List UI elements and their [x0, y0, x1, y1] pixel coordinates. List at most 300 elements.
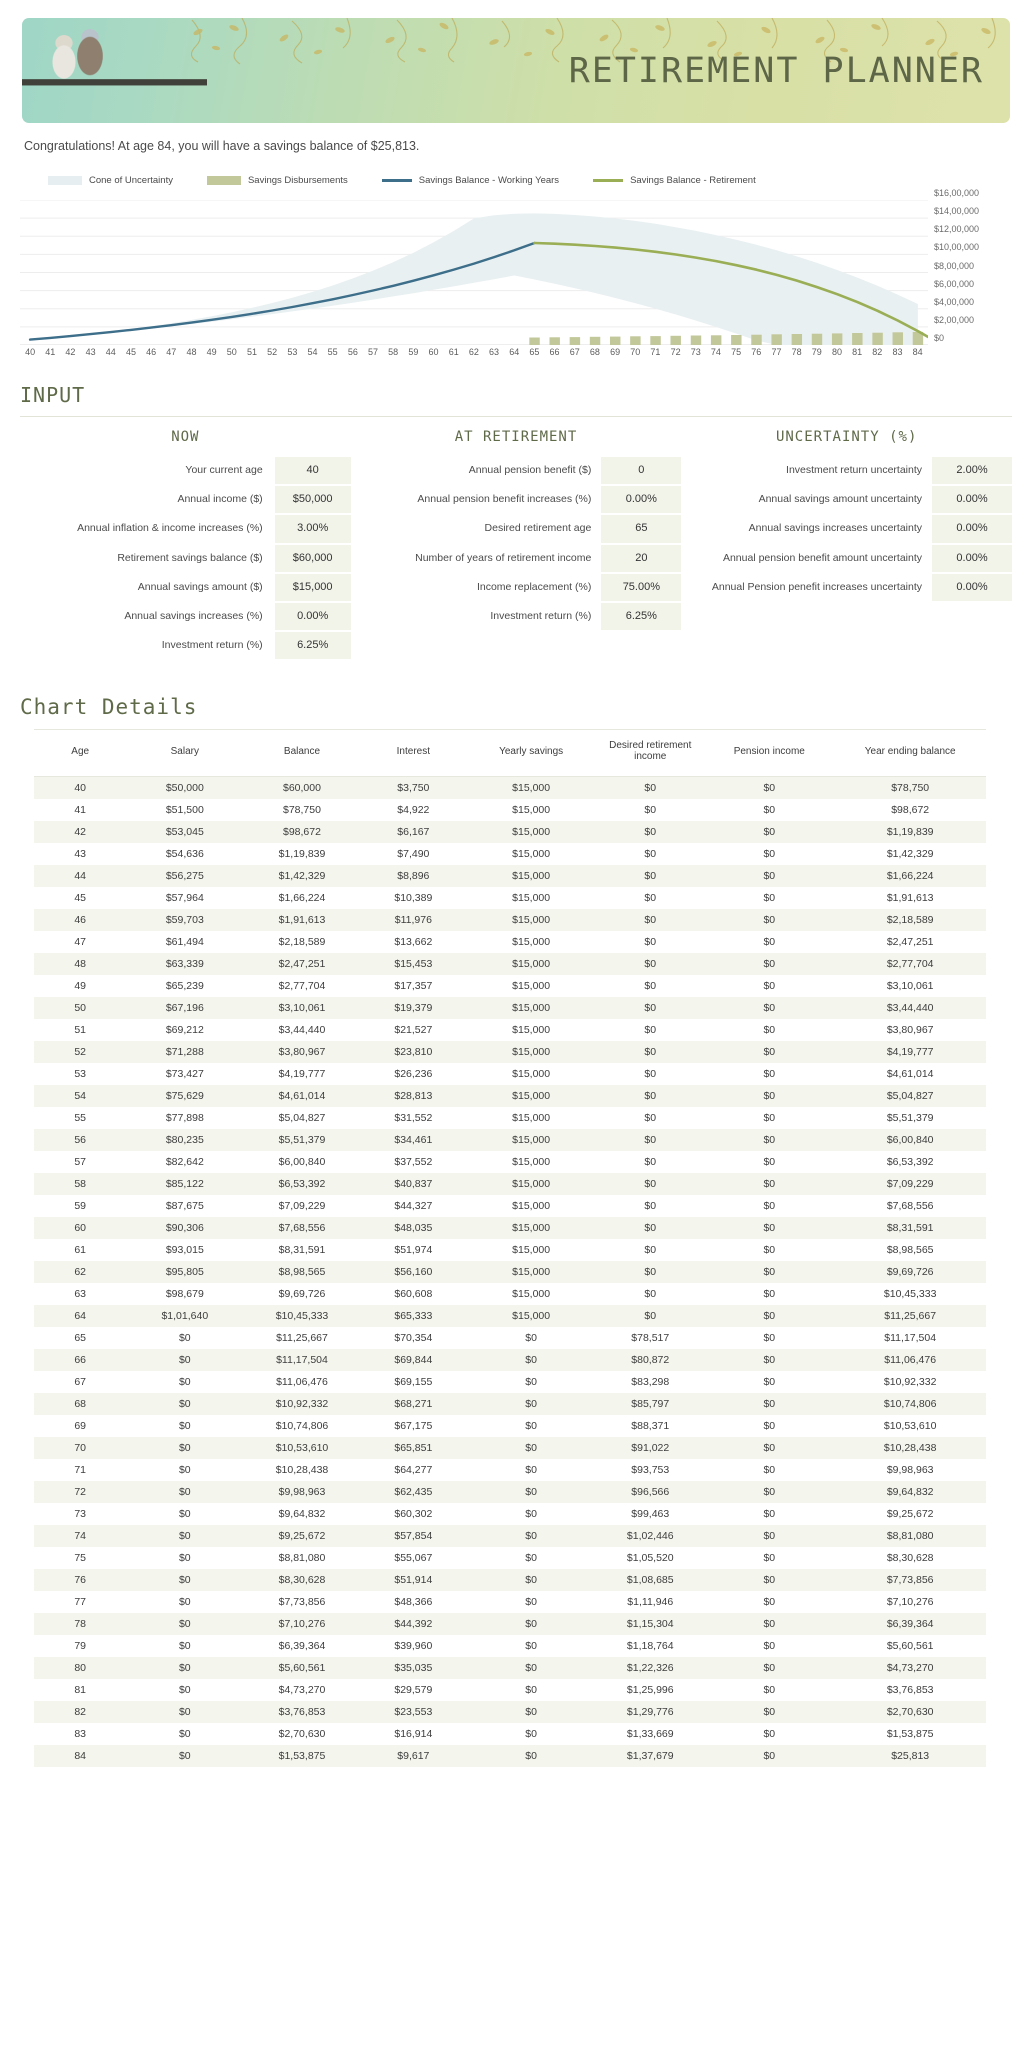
x-axis-tick-label: 52 — [267, 347, 278, 357]
table-cell: $8,31,591 — [278, 1244, 326, 1257]
column-header-interest: Interest — [361, 730, 466, 777]
table-cell: $2,47,251 — [278, 958, 326, 971]
table-cell: $6,39,364 — [886, 1618, 934, 1631]
table-cell: $29,579 — [394, 1684, 433, 1697]
table-cell: $0 — [763, 804, 776, 817]
table-cell: $64,277 — [394, 1464, 433, 1477]
table-cell: $3,10,061 — [278, 1002, 326, 1015]
input-row-income-replacement — [351, 574, 682, 601]
column-header-pension-income: Pension income — [704, 730, 834, 777]
table-cell: $7,68,556 — [886, 1200, 934, 1213]
x-axis-tick-label: 48 — [186, 347, 197, 357]
x-axis-tick-label: 70 — [630, 347, 641, 357]
table-cell: $0 — [525, 1398, 537, 1411]
x-axis-tick-label: 66 — [549, 347, 560, 357]
table-cell: $0 — [525, 1618, 537, 1631]
table-cell: $3,750 — [397, 782, 430, 795]
table-cell: 72 — [74, 1486, 87, 1499]
disbursement-bar — [650, 336, 660, 345]
table-cell: $0 — [763, 1552, 776, 1565]
table-cell: $0 — [763, 1420, 776, 1433]
table-cell: $2,77,704 — [278, 980, 326, 993]
table-cell: $0 — [763, 1002, 776, 1015]
table-cell: $2,70,630 — [278, 1728, 326, 1741]
table-cell: $15,000 — [512, 1024, 551, 1037]
input-value-income-replacement[interactable]: 75.00% — [601, 574, 681, 601]
table-row — [34, 799, 986, 821]
table-cell: $10,74,806 — [883, 1398, 937, 1411]
table-cell: $9,98,963 — [886, 1464, 934, 1477]
table-cell: $0 — [763, 826, 776, 839]
input-column-heading: NOW — [171, 429, 200, 445]
table-cell: $37,552 — [394, 1156, 433, 1169]
table-cell: $0 — [763, 782, 776, 795]
table-cell: $0 — [763, 1442, 776, 1455]
table-cell: $8,81,080 — [886, 1530, 934, 1543]
table-cell: $0 — [644, 826, 657, 839]
table-cell: $7,09,229 — [278, 1200, 326, 1213]
table-cell: 79 — [74, 1640, 87, 1653]
table-cell: $0 — [644, 1178, 657, 1191]
chart-x-axis-labels — [20, 347, 928, 357]
table-cell: 71 — [74, 1464, 87, 1477]
table-cell: $4,73,270 — [278, 1684, 326, 1697]
x-axis-tick-label: 58 — [388, 347, 399, 357]
x-axis-tick-label: 76 — [751, 347, 762, 357]
table-cell: $0 — [525, 1596, 537, 1609]
table-cell: $80,872 — [631, 1354, 670, 1367]
table-row — [34, 1657, 986, 1679]
legend-label: Cone of Uncertainty — [89, 175, 173, 186]
table-cell: $0 — [178, 1508, 191, 1521]
input-row-pension-amount-uncertainty — [681, 545, 1012, 572]
table-cell: $0 — [644, 1046, 657, 1059]
input-value-annual-savings-amount[interactable]: $15,000 — [275, 574, 351, 601]
table-cell: $16,914 — [394, 1728, 433, 1741]
input-value-years-of-retirement-income[interactable]: 20 — [601, 545, 681, 572]
table-cell: $15,000 — [512, 1112, 551, 1125]
table-cell: $9,98,963 — [278, 1486, 326, 1499]
input-row-retirement-savings-balance — [20, 545, 351, 572]
disbursement-bar — [610, 337, 620, 345]
table-cell: $0 — [644, 980, 657, 993]
table-row — [34, 821, 986, 843]
table-cell: 83 — [74, 1728, 87, 1741]
table-cell: $0 — [763, 1134, 776, 1147]
legend-item-working-years — [382, 175, 559, 186]
table-cell: $10,92,332 — [275, 1398, 329, 1411]
table-cell: $5,51,379 — [278, 1134, 326, 1147]
table-cell: $80,235 — [165, 1134, 204, 1147]
table-cell: $0 — [763, 1068, 776, 1081]
table-row — [34, 1239, 986, 1261]
table-cell: 50 — [74, 1002, 87, 1015]
table-cell: $0 — [525, 1420, 537, 1433]
table-cell: $0 — [644, 1024, 657, 1037]
table-row — [34, 887, 986, 909]
table-cell: $0 — [763, 1706, 776, 1719]
table-cell: 68 — [74, 1398, 87, 1411]
table-cell: $8,81,080 — [278, 1552, 326, 1565]
table-cell: $3,76,853 — [278, 1706, 326, 1719]
x-axis-tick-label: 60 — [428, 347, 439, 357]
x-axis-tick-label: 81 — [852, 347, 863, 357]
table-row — [34, 1217, 986, 1239]
table-cell: $26,236 — [394, 1068, 433, 1081]
table-row — [34, 1041, 986, 1063]
input-row-investment-return-uncertainty — [681, 457, 1012, 484]
table-cell: $1,19,839 — [886, 826, 934, 839]
x-axis-tick-label: 56 — [347, 347, 358, 357]
table-cell: $6,167 — [397, 826, 430, 839]
input-label: Your current age — [185, 464, 263, 476]
x-axis-tick-label: 41 — [45, 347, 56, 357]
table-cell: $1,18,764 — [626, 1640, 674, 1653]
table-cell: $54,636 — [165, 848, 204, 861]
table-cell: $0 — [644, 848, 657, 861]
input-label: Annual savings increases (%) — [124, 609, 263, 622]
table-row — [34, 1591, 986, 1613]
table-cell: $0 — [525, 1464, 537, 1477]
table-row — [34, 1305, 986, 1327]
table-cell: $44,392 — [394, 1618, 433, 1631]
legend-item-retirement — [593, 175, 756, 186]
table-cell: $3,10,061 — [886, 980, 934, 993]
table-row — [34, 1459, 986, 1481]
table-row — [34, 1129, 986, 1151]
table-cell: $15,000 — [512, 958, 551, 971]
table-cell: $5,04,827 — [278, 1112, 326, 1125]
legend-label: Savings Disbursements — [247, 175, 348, 186]
table-cell: 43 — [74, 848, 87, 861]
table-cell: $4,922 — [397, 804, 430, 817]
table-cell: $0 — [763, 1376, 776, 1389]
table-cell: 49 — [74, 980, 87, 993]
table-cell: $3,44,440 — [278, 1024, 326, 1037]
input-value-savings-amount-uncertainty[interactable]: 0.00% — [932, 486, 1012, 513]
table-cell: $85,797 — [631, 1398, 670, 1411]
table-cell: $70,354 — [394, 1332, 433, 1345]
table-cell: $0 — [763, 1266, 776, 1279]
table-row — [34, 975, 986, 997]
table-cell: $5,60,561 — [886, 1640, 934, 1653]
input-value-current-age[interactable]: 40 — [275, 457, 351, 484]
table-cell: $0 — [178, 1706, 191, 1719]
table-cell: $6,39,364 — [278, 1640, 326, 1653]
table-cell: $0 — [763, 1596, 776, 1609]
input-label: Income replacement (%) — [476, 580, 592, 593]
table-cell: $0 — [763, 1530, 776, 1543]
input-label: Annual income ($) — [177, 493, 263, 506]
table-cell: 75 — [74, 1552, 87, 1565]
table-cell: $69,212 — [165, 1024, 204, 1037]
x-axis-tick-label: 49 — [206, 347, 217, 357]
input-section-divider — [20, 416, 1012, 417]
table-row — [34, 1283, 986, 1305]
y-axis-tick-label: $16,00,000 — [934, 188, 980, 198]
x-axis-tick-label: 53 — [287, 347, 298, 357]
table-cell: $10,45,333 — [275, 1310, 329, 1323]
table-cell: $7,68,556 — [278, 1222, 326, 1235]
table-cell: $51,974 — [394, 1244, 433, 1257]
table-cell: $8,98,565 — [886, 1244, 934, 1257]
table-cell: $3,44,440 — [886, 1002, 934, 1015]
input-value-savings-increases-uncertainty[interactable]: 0.00% — [932, 515, 1012, 542]
x-axis-tick-label: 78 — [791, 347, 802, 357]
input-value-pension-amount-uncertainty[interactable]: 0.00% — [932, 545, 1012, 572]
table-cell: $10,389 — [394, 892, 433, 905]
table-cell: $15,000 — [512, 1266, 551, 1279]
table-cell: $2,18,589 — [278, 936, 326, 949]
legend-label: Savings Balance - Working Years — [418, 175, 560, 186]
table-row — [34, 909, 986, 931]
chart-details-table — [34, 729, 986, 1767]
table-cell: $61,494 — [165, 936, 204, 949]
table-cell: $0 — [763, 1618, 776, 1631]
x-axis-tick-label: 59 — [408, 347, 419, 357]
table-cell: $99,463 — [631, 1508, 670, 1521]
table-cell: $0 — [525, 1552, 537, 1565]
table-cell: $0 — [763, 1662, 776, 1675]
table-cell: $98,672 — [283, 826, 321, 839]
table-cell: $65,333 — [394, 1310, 433, 1323]
table-cell: $19,379 — [394, 1002, 433, 1015]
table-cell: $0 — [763, 1728, 776, 1741]
table-cell: $0 — [644, 1266, 657, 1279]
table-cell: $1,53,875 — [886, 1728, 934, 1741]
table-cell: $1,42,329 — [278, 870, 326, 883]
input-value-annual-savings-increases[interactable]: 0.00% — [275, 603, 351, 630]
table-cell: 80 — [74, 1662, 87, 1675]
retirement-line-swatch — [593, 179, 623, 182]
table-cell: $11,17,504 — [884, 1332, 937, 1345]
table-cell: $15,000 — [512, 892, 551, 905]
table-row — [34, 1415, 986, 1437]
table-cell: $0 — [763, 892, 776, 905]
table-header — [34, 730, 986, 777]
table-cell: $0 — [763, 1156, 776, 1169]
y-axis-tick-label: $2,00,000 — [934, 314, 975, 325]
table-cell: $15,000 — [512, 804, 551, 817]
input-value-inflation[interactable]: 3.00% — [275, 515, 351, 542]
table-cell: $25,813 — [891, 1750, 930, 1763]
table-cell: $0 — [763, 1486, 776, 1499]
table-row — [34, 777, 986, 800]
table-cell: $21,527 — [394, 1024, 433, 1037]
congratulations-message: Congratulations! At age 84, you will have a savings balance of $25,813. — [24, 139, 420, 153]
table-cell: $0 — [644, 782, 657, 795]
table-cell: $3,80,967 — [886, 1024, 934, 1037]
input-value-annual-income[interactable]: $50,000 — [275, 486, 351, 513]
table-cell: $28,813 — [394, 1090, 433, 1103]
table-cell: $0 — [178, 1420, 191, 1433]
table-cell: $5,04,827 — [886, 1090, 934, 1103]
table-cell: $35,035 — [394, 1662, 433, 1675]
table-cell: 82 — [74, 1706, 87, 1719]
table-cell: $56,275 — [165, 870, 204, 883]
input-label: Investment return (%) — [161, 639, 263, 652]
y-axis-tick-label: $8,00,000 — [934, 260, 975, 271]
x-axis-tick-label: 54 — [307, 347, 318, 357]
table-cell: $4,61,014 — [278, 1090, 326, 1103]
table-cell: $6,53,392 — [278, 1178, 326, 1191]
table-cell: 46 — [74, 914, 87, 927]
table-cell: 64 — [74, 1310, 87, 1323]
x-axis-tick-label: 55 — [327, 347, 338, 357]
table-cell: $50,000 — [165, 782, 204, 795]
table-cell: $15,000 — [512, 782, 551, 795]
disbursement-bar — [711, 335, 721, 345]
table-cell: $0 — [178, 1332, 191, 1345]
table-cell: $0 — [763, 914, 776, 927]
input-value-pension-increases-uncertainty[interactable]: 0.00% — [932, 574, 1012, 601]
table-cell: $11,06,476 — [276, 1376, 328, 1389]
table-cell: $0 — [644, 1310, 657, 1323]
table-row — [34, 1635, 986, 1657]
table-row — [34, 1723, 986, 1745]
table-cell: 65 — [74, 1332, 87, 1345]
input-label: Annual pension benefit amount uncertainty — [722, 551, 923, 564]
table-cell: 60 — [74, 1222, 87, 1235]
disbursement-bar — [670, 336, 680, 345]
table-cell: $0 — [763, 1750, 776, 1763]
table-cell: $6,53,392 — [886, 1156, 934, 1169]
table-cell: 67 — [74, 1376, 87, 1389]
table-row — [34, 1371, 986, 1393]
table-cell: $0 — [644, 1112, 657, 1125]
table-cell: $71,288 — [165, 1046, 204, 1059]
table-cell: $0 — [644, 1288, 657, 1301]
table-cell: $51,500 — [165, 804, 204, 817]
table-cell: $0 — [763, 1332, 776, 1345]
table-cell: $4,61,014 — [886, 1068, 934, 1081]
header-banner — [22, 18, 1010, 123]
table-cell: $6,00,840 — [886, 1134, 934, 1147]
disbursement-bar — [812, 334, 822, 345]
input-value-investment-return-retirement[interactable]: 6.25% — [601, 603, 681, 630]
table-cell: $2,47,251 — [886, 936, 934, 949]
table-row — [34, 1481, 986, 1503]
table-cell: $8,98,565 — [278, 1266, 326, 1279]
x-axis-tick-label: 57 — [368, 347, 379, 357]
table-row — [34, 865, 986, 887]
input-row-desired-retirement-age — [351, 515, 682, 542]
table-cell: $15,000 — [512, 1068, 551, 1081]
table-cell: $1,01,640 — [161, 1310, 209, 1323]
table-cell: $13,662 — [394, 936, 433, 949]
input-row-inflation — [20, 515, 351, 542]
table-row — [34, 1063, 986, 1085]
input-row-years-of-retirement-income — [351, 545, 682, 572]
input-label: Investment return uncertainty — [786, 464, 923, 476]
table-cell: $15,000 — [512, 1134, 551, 1147]
table-cell: $11,17,504 — [276, 1354, 328, 1367]
y-axis-tick-label: $4,00,000 — [934, 296, 975, 307]
table-cell: $0 — [763, 1508, 776, 1521]
table-cell: $0 — [525, 1728, 537, 1741]
table-row — [34, 1195, 986, 1217]
x-axis-tick-label: 74 — [710, 347, 721, 357]
table-cell: $75,629 — [165, 1090, 204, 1103]
table-cell: $0 — [763, 848, 776, 861]
table-cell: $53,045 — [165, 826, 204, 839]
table-cell: $60,608 — [394, 1288, 433, 1301]
table-cell: $0 — [763, 1244, 776, 1257]
table-cell: $0 — [763, 1046, 776, 1059]
table-cell: $11,25,667 — [276, 1332, 328, 1345]
table-cell: $91,022 — [631, 1442, 670, 1455]
table-row — [34, 1019, 986, 1041]
table-cell: $0 — [644, 892, 657, 905]
table-cell: $1,19,839 — [278, 848, 326, 861]
table-cell: $15,000 — [512, 1200, 551, 1213]
table-cell: $8,30,628 — [278, 1574, 326, 1587]
table-cell: $0 — [644, 870, 657, 883]
input-label: Annual savings increases uncertainty — [748, 522, 923, 535]
legend-item-cone-of-uncertainty — [48, 175, 173, 186]
input-value-investment-return-uncertainty[interactable]: 2.00% — [932, 457, 1012, 484]
table-cell: $0 — [178, 1728, 191, 1741]
disbursement-bar — [731, 335, 741, 345]
table-cell: $0 — [178, 1376, 191, 1389]
table-cell: $6,00,840 — [278, 1156, 326, 1169]
table-cell: $0 — [178, 1596, 191, 1609]
table-cell: $69,844 — [394, 1354, 433, 1367]
table-cell: $2,70,630 — [886, 1706, 934, 1719]
table-row — [34, 1327, 986, 1349]
table-cell: $0 — [763, 1178, 776, 1191]
table-cell: 42 — [74, 826, 87, 839]
table-cell: $0 — [763, 870, 776, 883]
table-cell: $15,000 — [512, 1002, 551, 1015]
table-cell: $0 — [525, 1750, 537, 1763]
legend-label: Savings Balance - Retirement — [630, 175, 756, 186]
input-value-retirement-savings-balance[interactable]: $60,000 — [275, 545, 351, 572]
table-row — [34, 1701, 986, 1723]
table-cell: $1,05,520 — [626, 1552, 674, 1565]
input-value-investment-return-now[interactable]: 6.25% — [275, 632, 351, 659]
table-cell: $9,25,672 — [886, 1508, 934, 1521]
table-cell: $7,10,276 — [278, 1618, 326, 1631]
column-header-year-ending-balance: Year ending balance — [834, 730, 986, 777]
table-cell: 63 — [74, 1288, 87, 1301]
table-cell: $98,672 — [891, 804, 930, 817]
x-axis-tick-label: 67 — [569, 347, 580, 357]
table-cell: $59,703 — [165, 914, 204, 927]
input-column-heading: UNCERTAINTY (%) — [775, 429, 918, 445]
table-cell: $0 — [178, 1574, 191, 1587]
x-axis-tick-label: 43 — [85, 347, 96, 357]
table-cell: 53 — [74, 1068, 87, 1081]
table-cell: $34,461 — [394, 1134, 433, 1147]
x-axis-tick-label: 77 — [771, 347, 782, 357]
table-cell: $2,77,704 — [886, 958, 934, 971]
input-value-desired-retirement-age[interactable]: 65 — [601, 515, 681, 542]
table-cell: $96,566 — [631, 1486, 670, 1499]
table-cell: $7,73,856 — [278, 1596, 326, 1609]
table-cell: $0 — [525, 1530, 537, 1543]
input-value-pension-benefit-increases[interactable]: 0.00% — [601, 486, 681, 513]
table-cell: $15,000 — [512, 980, 551, 993]
input-value-pension-benefit[interactable]: 0 — [601, 457, 681, 484]
disbursement-bar — [630, 336, 640, 345]
table-cell: $0 — [763, 1024, 776, 1037]
table-cell: $9,64,832 — [886, 1486, 934, 1499]
table-cell: $0 — [644, 958, 657, 971]
table-cell: $1,02,446 — [626, 1530, 674, 1543]
table-cell: $78,517 — [631, 1332, 670, 1345]
input-label: Annual pension benefit increases (%) — [417, 493, 592, 506]
